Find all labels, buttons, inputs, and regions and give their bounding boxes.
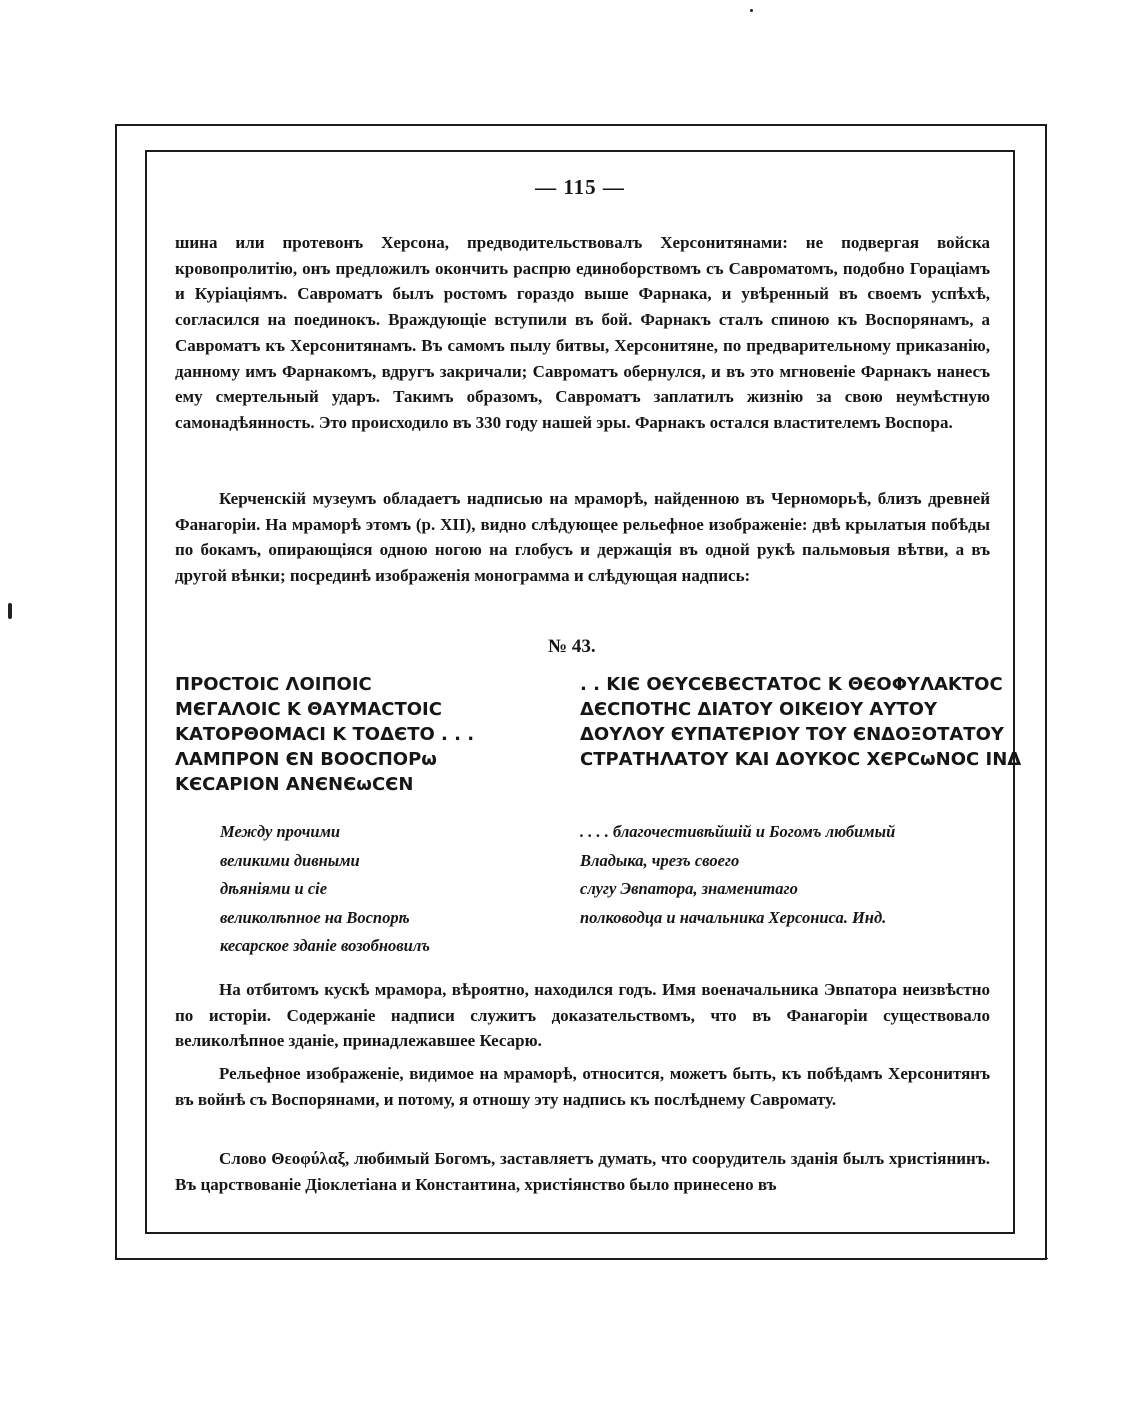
greek-line: CΤΡΑΤΗΛΑΤΟΥ ΚΑΙ ΔΟΥΚΟC ΧЄΡCωΝΟC ΙΝΔ [580, 749, 1022, 770]
paragraph-3: На отбитомъ кускѣ мрамора, вѣроятно, находился годъ. Имя военачальника Эвпатора неизвѣстно по исторіи. Содержаніе надписи служитъ доказательствомъ, что въ Фанагоріи существовало великолѣпное зданіе, принадлежавшее Кесарю. [175, 980, 990, 1051]
outer-border-shadow-line [118, 1258, 1048, 1262]
paragraph-1: шина или протевонъ Херсона, предводительствовалъ Херсонитянами: не подвергая войска кровопролитію, онъ предложилъ окончить распрю единоборствомъ съ Савроматомъ, подобно Гораціамъ и Куріаціямъ. Савроматъ былъ ростомъ гораздо выше Фарнака, и увѣренный въ своемъ успѣхѣ, согласился на поединокъ. Враждующіе вступили въ бой. Фарнакъ сталъ спиною къ Воспорянамъ, а Савроматъ къ Херсонитянамъ. Въ самомъ пылу битвы, Херсонитяне, по предварительному приказанію, данному имъ Фарнакомъ, вдругъ закричали; Савроматъ обернулся, и въ это мгновеніе Фарнакъ нанесъ ему смертельный ударъ. Такимъ образомъ, Савроматъ заплатилъ жизнію за свою неумѣстную самонадѣянность. Это происходило въ 330 году нашей эры. Фарнакъ остался властителемъ Воспора. [175, 233, 990, 432]
paragraph-2: Керченскій музеумъ обладаетъ надписью на мраморѣ, найденною въ Черноморьѣ, близъ древней Фанагоріи. На мраморѣ этомъ (р. XII), видно слѣдующее рельефное изображеніе: двѣ крылатыя побѣды по бокамъ, опирающіяся одною ногою на глобусъ и держащія въ одной рукѣ пальмовыя вѣтви, а въ другой вѣнки; посрединѣ изображенія монограмма и слѣдующая надпись: [175, 489, 990, 586]
speck [750, 9, 753, 12]
margin-mark [8, 603, 12, 619]
translation-line: слугу Эвпатора, знаменитаго [580, 879, 798, 898]
inscription-number: № 43. [548, 636, 596, 657]
translation-line: . . . . благочестивѣйшій и Богомъ любимый [580, 822, 896, 841]
greek-line: ΚΑΤΟΡΘΟΜΑCΙ Κ ΤΟΔЄΤΟ . . . [175, 724, 475, 745]
greek-line: ΔЄCΠΟΤΗC ΔΙΑΤΟΥ ΟΙΚЄΙΟΥ ΑΥΤΟΥ [580, 699, 938, 720]
greek-line: ΛΑΜΠΡΟΝ ЄΝ ΒΟΟCΠΟΡω [175, 749, 437, 770]
translation-line: великими дивными [220, 850, 360, 870]
greek-line: ΠΡΟCΤΟΙC ΛΟΙΠΟΙC [175, 674, 372, 695]
translation-right [580, 818, 895, 932]
greek-inscription-left [175, 672, 474, 797]
greek-line: . . ΚΙЄ ΟЄΥCЄΒЄCΤΑΤΟC Κ ΘЄΟΦΥΛΑΚΤΟC [580, 674, 1003, 695]
greek-line: ΜЄΓΑΛΟΙC Κ ΘΑΥΜΑCΤΟΙC [175, 699, 442, 720]
page-number-header: — 115 — [535, 175, 625, 199]
paragraph-4: Рельефное изображеніе, видимое на мраморѣ, относится, можетъ быть, къ побѣдамъ Херсонитянъ въ войнѣ съ Воспорянами, и потому, я отношу эту надпись къ послѣднему Савромату. [175, 1064, 990, 1109]
translation-line: полководца и начальника Херсониса. Инд. [580, 907, 887, 927]
greek-line: ΚЄCΑΡΙΟΝ ΑΝЄΝЄωCЄΝ [175, 774, 414, 795]
greek-line: ΔΟΥΛΟΥ ЄΥΠΑΤЄΡΙΟΥ ΤΟΥ ЄΝΔΟΞΟΤΑΤΟΥ [580, 724, 1004, 745]
translation-left [220, 818, 430, 961]
translation-line: Между прочими [220, 822, 341, 841]
translation-line: дѣяніями и сіе [220, 879, 328, 898]
translation-line: кесарское зданіе возобновилъ [220, 936, 430, 955]
paragraph-5: Слово Θεοφύλαξ, любимый Богомъ, заставляетъ думать, что соорудитель зданія былъ христіянинъ. Въ царствованіе Діоклетіана и Константина, христіянство было принесено въ [175, 1149, 990, 1194]
translation-line: Владыка, чрезъ своего [580, 850, 740, 870]
translation-line: великолѣпное на Воспорѣ [220, 907, 410, 927]
greek-inscription-right [580, 672, 1021, 772]
